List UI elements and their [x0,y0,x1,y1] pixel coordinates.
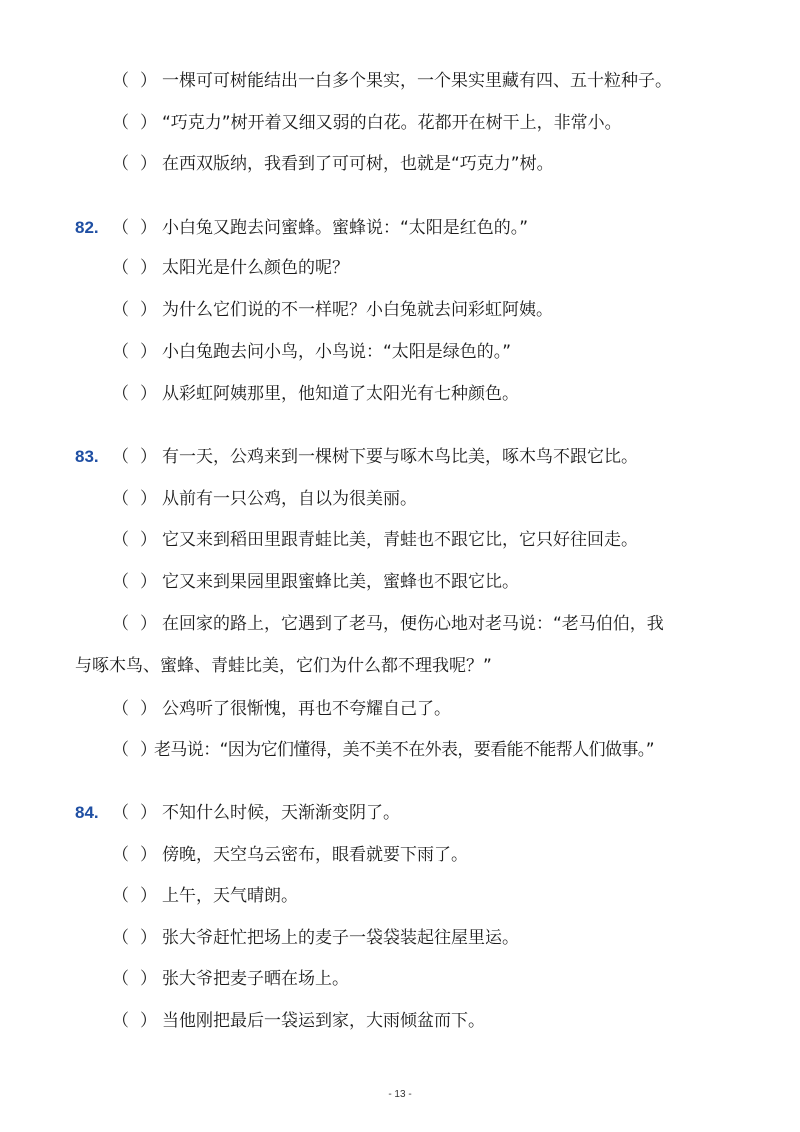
sentence-text: 当他刚把最后一袋运到家，大雨倾盆而下。 [162,1011,485,1031]
sentence-text: 公鸡听了很惭愧，再也不夸耀自己了。 [162,699,451,719]
answer-blank-close: ） [140,928,157,948]
answer-blank-close: ） [140,969,157,989]
sentence-line [112,445,638,469]
answer-blank-close: ） [140,740,157,760]
sentence-text: 在回家的路上，它遇到了老马，便伤心地对老马说：“老马伯伯，我 [162,614,664,634]
sentence-line [112,1009,485,1033]
answer-blank-close: ） [140,154,157,174]
sentence-line [112,570,519,594]
sentence-text: 小白兔又跑去问蜜蜂。蜜蜂说：“太阳是红色的。” [162,218,529,238]
sentence-text: 有一天，公鸡来到一棵树下要与啄木鸟比美，啄木鸟不跟它比。 [162,447,638,467]
question-number: 83. [75,447,99,466]
answer-blank-close: ） [140,572,157,592]
sentence-text: 不知什么时候，天渐渐变阴了。 [162,803,400,823]
answer-blank-open: （ [112,845,129,865]
answer-blank-close: ） [140,71,157,91]
answer-blank-open: （ [112,699,129,719]
sentence-line [112,528,638,552]
answer-blank-close: ） [140,384,157,404]
sentence-line [112,843,468,867]
sentence-line [112,382,519,406]
sentence-text: 上午，天气晴朗。 [162,886,298,906]
question-number: 82. [75,218,99,237]
sentence-line [112,216,528,240]
answer-blank-open: （ [112,530,129,550]
sentence-line [112,69,672,93]
answer-blank-close: ） [140,218,157,238]
sentence-line [112,801,400,825]
sentence-text: 从彩虹阿姨那里，他知道了太阳光有七种颜色。 [162,384,519,404]
answer-blank-close: ） [140,342,157,362]
sentence-text: 从前有一只公鸡，自以为很美丽。 [162,489,417,509]
sentence-text: 老马说：“因为它们懂得，美不美不在外表，要看能不能帮人们做事。” [154,740,654,760]
answer-blank-open: （ [112,572,129,592]
sentence-continuation: 与啄木鸟、蜜蜂、青蛙比美，它们为什么都不理我呢？” [75,656,492,676]
sentence-text: 为什么它们说的不一样呢？小白兔就去问彩虹阿姨。 [162,300,553,320]
answer-blank-close: ） [140,886,157,906]
sentence-text: 一棵可可树能结出一白多个果实，一个果实里藏有四、五十粒种子。 [162,71,672,91]
sentence-line [112,697,451,721]
answer-blank-close: ） [140,699,157,719]
answer-blank-open: （ [112,803,129,823]
sentence-text: 张大爷赶忙把场上的麦子一袋袋装起往屋里运。 [162,928,519,948]
sentence-line [112,967,349,991]
sentence-line [112,487,417,511]
answer-blank-open: （ [112,218,129,238]
sentence-text: 在西双版纳，我看到了可可树，也就是“巧克力”树。 [162,154,554,174]
answer-blank-close: ） [140,1011,157,1031]
answer-blank-open: （ [112,740,129,760]
sentence-line [112,926,519,950]
sentence-text: “巧克力”树开着又细又弱的白花。花都开在树干上，非常小。 [162,113,622,133]
answer-blank-open: （ [112,969,129,989]
question-number: 84. [75,803,99,822]
sentence-line [112,612,664,636]
answer-blank-close: ） [140,113,157,133]
answer-blank-open: （ [112,447,129,467]
answer-blank-close: ） [140,258,157,278]
answer-blank-close: ） [140,530,157,550]
answer-blank-open: （ [112,614,129,634]
sentence-text: 它又来到稻田里跟青蛙比美，青蛙也不跟它比，它只好往回走。 [162,530,638,550]
sentence-text: 它又来到果园里跟蜜蜂比美，蜜蜂也不跟它比。 [162,572,519,592]
answer-blank-open: （ [112,384,129,404]
sentence-text: 小白兔跑去问小鸟，小鸟说：“太阳是绿色的。” [162,342,512,362]
answer-blank-open: （ [112,928,129,948]
answer-blank-open: （ [112,489,129,509]
sentence-line [112,256,349,280]
answer-blank-close: ） [140,447,157,467]
sentence-line [112,340,511,364]
answer-blank-close: ） [140,803,157,823]
answer-blank-close: ） [140,300,157,320]
answer-blank-close: ） [140,845,157,865]
answer-blank-close: ） [140,489,157,509]
sentence-text: 张大爷把麦子晒在场上。 [162,969,349,989]
sentence-line [112,111,622,135]
sentence-line [112,738,654,762]
answer-blank-open: （ [112,1011,129,1031]
answer-blank-open: （ [112,258,129,278]
sentence-text: 傍晚，天空乌云密布，眼看就要下雨了。 [162,845,468,865]
page-number: - 13 - [388,1089,412,1100]
sentence-line [112,298,553,322]
sentence-text: 太阳光是什么颜色的呢？ [162,258,349,278]
sentence-line [112,884,298,908]
answer-blank-open: （ [112,154,129,174]
answer-blank-open: （ [112,886,129,906]
sentence-line [112,152,554,176]
answer-blank-open: （ [112,342,129,362]
answer-blank-close: ） [140,614,157,634]
answer-blank-open: （ [112,71,129,91]
answer-blank-open: （ [112,300,129,320]
answer-blank-open: （ [112,113,129,133]
